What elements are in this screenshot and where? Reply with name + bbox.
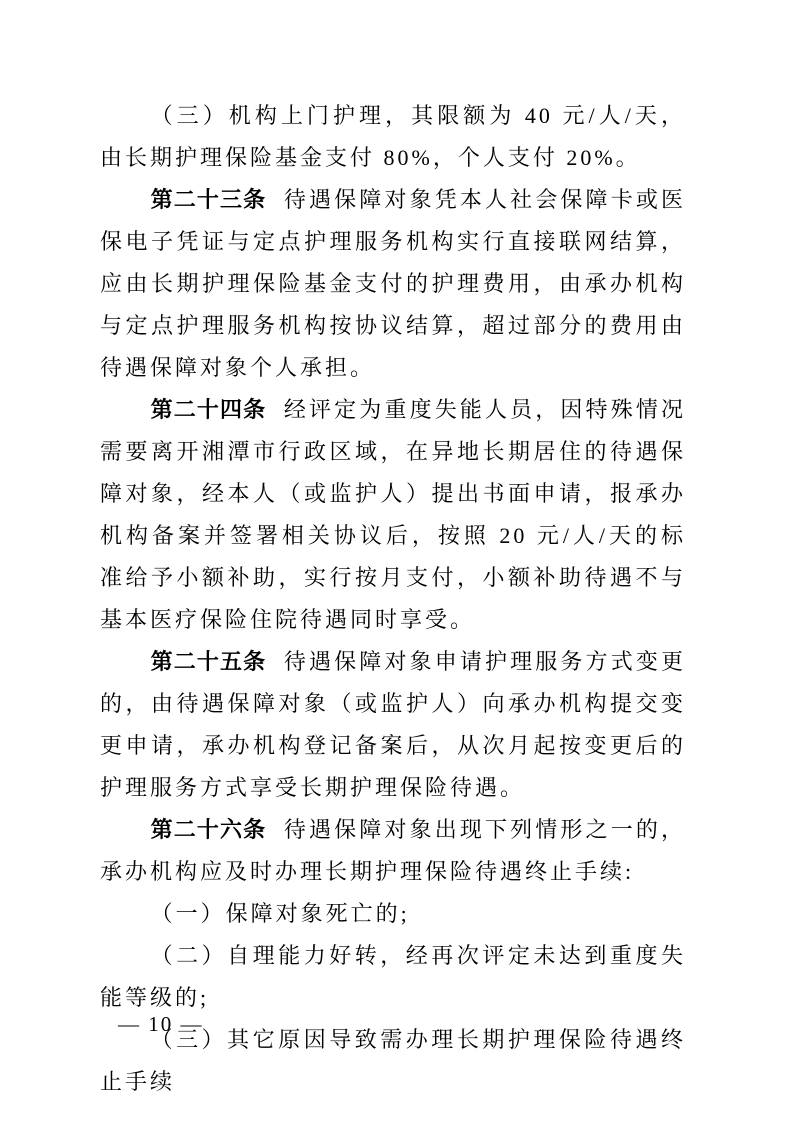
clause-heading: 第二十三条 bbox=[150, 187, 267, 212]
page-footer bbox=[118, 1010, 204, 1038]
page-number: — 10 — bbox=[118, 1012, 204, 1036]
paragraph-text: （三）机构上门护理，其限额为 40 元/人/天，由长期护理保险基金支付 80%，个人支付 20%。 bbox=[100, 103, 686, 170]
paragraph bbox=[100, 179, 686, 389]
clause-heading: 第二十四条 bbox=[150, 397, 267, 422]
paragraph bbox=[100, 893, 686, 935]
document-body bbox=[100, 95, 686, 1103]
paragraph bbox=[100, 641, 686, 809]
paragraph-text: 经评定为重度失能人员，因特殊情况需要离开湘潭市行政区域，在异地长期居住的待遇保障对象，经本人（或监护人）提出书面申请，报承办机构备案并签署相关协议后，按照 20 元/人/天的标准给予小额补助，实行按月支付，小额补助待遇不与基本医疗保险住院待遇同时享受。 bbox=[100, 397, 686, 632]
paragraph-text: （一）保障对象死亡的; bbox=[150, 901, 410, 926]
clause-heading: 第二十六条 bbox=[150, 817, 267, 842]
paragraph bbox=[100, 809, 686, 893]
paragraph bbox=[100, 389, 686, 641]
paragraph bbox=[100, 935, 686, 1019]
paragraph-text: （三）其它原因导致需办理长期护理保险待遇终止手续 bbox=[100, 1027, 686, 1094]
clause-heading: 第二十五条 bbox=[150, 649, 267, 674]
paragraph bbox=[100, 95, 686, 179]
paragraph-text: 待遇保障对象凭本人社会保障卡或医保电子凭证与定点护理服务机构实行直接联网结算，应由长期护理保险基金支付的护理费用，由承办机构与定点护理服务机构按协议结算，超过部分的费用由待遇保障对象个人承担。 bbox=[100, 187, 686, 380]
paragraph-text: （二）自理能力好转，经再次评定未达到重度失能等级的; bbox=[100, 943, 686, 1010]
paragraph-text: 待遇保障对象申请护理服务方式变更的，由待遇保障对象（或监护人）向承办机构提交变更申请，承办机构登记备案后，从次月起按变更后的护理服务方式享受长期护理保险待遇。 bbox=[100, 649, 686, 800]
paragraph-text: 待遇保障对象出现下列情形之一的，承办机构应及时办理长期护理保险待遇终止手续: bbox=[100, 817, 686, 884]
